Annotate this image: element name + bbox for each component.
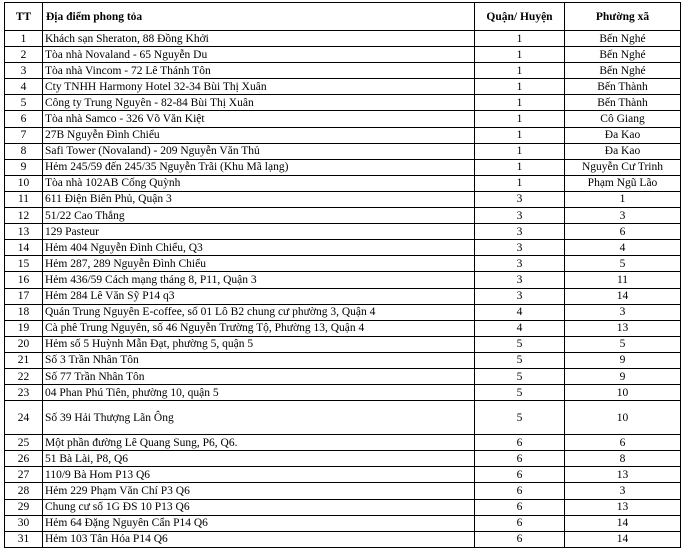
row-district-cell: 3 (475, 256, 565, 272)
row-location-cell: Cty TNHH Harmony Hotel 32-34 Bùi Thị Xuân (43, 79, 475, 95)
table-row (5, 435, 681, 451)
header-ward: Phường xã (565, 3, 681, 31)
row-location-cell: 51/22 Cao Thắng (43, 208, 475, 224)
row-ward-cell: Cô Giang (565, 111, 681, 127)
row-location-cell: Một phần đường Lê Quang Sung, P6, Q6. (43, 435, 475, 451)
table-row (5, 385, 681, 401)
row-location-cell: Công ty Trung Nguyên - 82-84 Bùi Thị Xuân (43, 95, 475, 111)
row-ward-cell: 13 (565, 499, 681, 515)
row-tt-cell: 20 (5, 336, 43, 352)
row-tt-cell: 13 (5, 224, 43, 240)
header-location: Địa điểm phong tỏa (43, 3, 475, 31)
row-district-cell: 3 (475, 240, 565, 256)
row-ward-cell: Bến Thành (565, 79, 681, 95)
row-location-cell: Hẻm 64 Đặng Nguyên Cẩn P14 Q6 (43, 515, 475, 531)
row-district-cell: 1 (475, 143, 565, 159)
row-location-cell: 611 Điện Biên Phủ, Quận 3 (43, 191, 475, 207)
row-district-cell: 3 (475, 208, 565, 224)
row-district-cell: 6 (475, 515, 565, 531)
row-location-cell: Số 3 Trần Nhân Tôn (43, 352, 475, 368)
row-tt-cell: 3 (5, 63, 43, 79)
row-location-cell: Tòa nhà Samco - 326 Võ Văn Kiệt (43, 111, 475, 127)
row-district-cell: 6 (475, 467, 565, 483)
row-tt-cell: 12 (5, 208, 43, 224)
row-ward-cell: 3 (565, 208, 681, 224)
row-tt-cell: 18 (5, 304, 43, 320)
row-ward-cell: 5 (565, 256, 681, 272)
row-district-cell: 6 (475, 435, 565, 451)
table-row (5, 368, 681, 384)
row-location-cell: Hẻm số 5 Huỳnh Mẫn Đạt, phường 5, quận 5 (43, 336, 475, 352)
header-district: Quận/ Huyện (475, 3, 565, 31)
row-district-cell: 3 (475, 272, 565, 288)
row-location-cell: 129 Pasteur (43, 224, 475, 240)
row-tt-cell: 9 (5, 159, 43, 175)
row-ward-cell: Bến Nghé (565, 31, 681, 47)
row-location-cell: Hẻm 287, 289 Nguyễn Đình Chiểu (43, 256, 475, 272)
row-ward-cell: 10 (565, 385, 681, 401)
row-location-cell: Quán Trung Nguyên E-coffee, số 01 Lô B2 chung cư phường 3, Quận 4 (43, 304, 475, 320)
row-location-cell: Tòa nhà 102AB Cống Quỳnh (43, 175, 475, 191)
table-row (5, 256, 681, 272)
row-tt-cell: 5 (5, 95, 43, 111)
row-tt-cell: 15 (5, 256, 43, 272)
row-location-cell: Cà phê Trung Nguyên, số 46 Nguyễn Trường Tộ, Phường 13, Quận 4 (43, 320, 475, 336)
header-tt: TT (5, 3, 43, 31)
row-ward-cell: 14 (565, 288, 681, 304)
row-location-cell: Hẻm 103 Tân Hóa P14 Q6 (43, 531, 475, 547)
row-tt-cell: 22 (5, 368, 43, 384)
row-district-cell: 1 (475, 31, 565, 47)
row-location-cell: 110/9 Bà Hom P13 Q6 (43, 467, 475, 483)
row-tt-cell: 27 (5, 467, 43, 483)
row-district-cell: 1 (475, 63, 565, 79)
row-tt-cell: 29 (5, 499, 43, 515)
table-body (5, 31, 681, 548)
table-row (5, 63, 681, 79)
row-district-cell: 5 (475, 385, 565, 401)
row-tt-cell: 10 (5, 175, 43, 191)
row-ward-cell: 5 (565, 336, 681, 352)
table-row (5, 224, 681, 240)
table-row (5, 467, 681, 483)
row-district-cell: 1 (475, 159, 565, 175)
row-district-cell: 3 (475, 288, 565, 304)
row-district-cell: 1 (475, 127, 565, 143)
table-row (5, 288, 681, 304)
row-ward-cell: Bến Nghé (565, 63, 681, 79)
row-district-cell: 1 (475, 47, 565, 63)
table-row (5, 499, 681, 515)
table-row (5, 304, 681, 320)
row-tt-cell: 24 (5, 401, 43, 435)
row-tt-cell: 26 (5, 451, 43, 467)
row-tt-cell: 7 (5, 127, 43, 143)
row-ward-cell: 3 (565, 483, 681, 499)
row-ward-cell: 4 (565, 240, 681, 256)
row-ward-cell: 9 (565, 368, 681, 384)
row-district-cell: 6 (475, 531, 565, 547)
row-location-cell: Tòa nhà Vincom - 72 Lê Thánh Tôn (43, 63, 475, 79)
row-district-cell: 1 (475, 79, 565, 95)
row-tt-cell: 31 (5, 531, 43, 547)
row-district-cell: 5 (475, 401, 565, 435)
lockdown-locations-table (4, 2, 681, 548)
table-row (5, 111, 681, 127)
row-tt-cell: 1 (5, 31, 43, 47)
row-ward-cell: Bến Nghé (565, 47, 681, 63)
table-row (5, 515, 681, 531)
row-location-cell: Chung cư số 1G ĐS 10 P13 Q6 (43, 499, 475, 515)
row-tt-cell: 4 (5, 79, 43, 95)
row-ward-cell: 3 (565, 304, 681, 320)
row-district-cell: 3 (475, 224, 565, 240)
row-location-cell: Hẻm 284 Lê Văn Sỹ P14 q3 (43, 288, 475, 304)
row-tt-cell: 17 (5, 288, 43, 304)
row-ward-cell: 10 (565, 401, 681, 435)
row-location-cell: Hẻm 229 Phạm Văn Chí P3 Q6 (43, 483, 475, 499)
table-row (5, 531, 681, 547)
row-tt-cell: 11 (5, 191, 43, 207)
table-row (5, 95, 681, 111)
table-row (5, 175, 681, 191)
table-row (5, 483, 681, 499)
row-ward-cell: 6 (565, 435, 681, 451)
row-ward-cell: 13 (565, 467, 681, 483)
row-ward-cell: 14 (565, 515, 681, 531)
row-tt-cell: 8 (5, 143, 43, 159)
row-location-cell: Tòa nhà Novaland - 65 Nguyễn Du (43, 47, 475, 63)
row-location-cell: Số 39 Hải Thượng Lãn Ông (43, 401, 475, 435)
row-tt-cell: 19 (5, 320, 43, 336)
row-location-cell: Safi Tower (Novaland) - 209 Nguyễn Văn Thủ (43, 143, 475, 159)
table-row (5, 352, 681, 368)
row-district-cell: 3 (475, 191, 565, 207)
row-location-cell: Hẻm 245/59 đến 245/35 Nguyễn Trãi (Khu Mã lạng) (43, 159, 475, 175)
row-district-cell: 6 (475, 483, 565, 499)
row-district-cell: 6 (475, 499, 565, 515)
row-district-cell: 1 (475, 111, 565, 127)
table-row (5, 336, 681, 352)
table-row (5, 79, 681, 95)
row-location-cell: 51 Bà Lài, P8, Q6 (43, 451, 475, 467)
table-row (5, 272, 681, 288)
table-row (5, 159, 681, 175)
row-location-cell: 04 Phan Phú Tiên, phường 10, quận 5 (43, 385, 475, 401)
row-tt-cell: 28 (5, 483, 43, 499)
table-row (5, 320, 681, 336)
row-ward-cell: Phạm Ngũ Lão (565, 175, 681, 191)
row-location-cell: Số 77 Trần Nhân Tôn (43, 368, 475, 384)
table-row (5, 127, 681, 143)
table-row (5, 401, 681, 435)
row-district-cell: 5 (475, 352, 565, 368)
row-ward-cell: 11 (565, 272, 681, 288)
table-row (5, 208, 681, 224)
row-district-cell: 1 (475, 175, 565, 191)
row-ward-cell: Đa Kao (565, 143, 681, 159)
row-location-cell: Hẻm 436/59 Cách mạng tháng 8, P11, Quận 3 (43, 272, 475, 288)
row-ward-cell: 9 (565, 352, 681, 368)
row-location-cell: Hẻm 404 Nguyễn Đình Chiểu, Q3 (43, 240, 475, 256)
row-district-cell: 6 (475, 451, 565, 467)
row-district-cell: 5 (475, 336, 565, 352)
table-row (5, 31, 681, 47)
table-row (5, 143, 681, 159)
row-ward-cell: 1 (565, 191, 681, 207)
row-tt-cell: 14 (5, 240, 43, 256)
row-tt-cell: 23 (5, 385, 43, 401)
row-tt-cell: 2 (5, 47, 43, 63)
row-ward-cell: 8 (565, 451, 681, 467)
row-tt-cell: 6 (5, 111, 43, 127)
row-ward-cell: 6 (565, 224, 681, 240)
row-district-cell: 4 (475, 320, 565, 336)
row-district-cell: 1 (475, 95, 565, 111)
table-row (5, 451, 681, 467)
row-ward-cell: 13 (565, 320, 681, 336)
row-ward-cell: Nguyễn Cư Trinh (565, 159, 681, 175)
table-row (5, 47, 681, 63)
row-tt-cell: 25 (5, 435, 43, 451)
row-tt-cell: 16 (5, 272, 43, 288)
row-tt-cell: 21 (5, 352, 43, 368)
table-row (5, 240, 681, 256)
row-district-cell: 5 (475, 368, 565, 384)
row-ward-cell: 14 (565, 531, 681, 547)
row-location-cell: Khách sạn Sheraton, 88 Đồng Khởi (43, 31, 475, 47)
row-tt-cell: 30 (5, 515, 43, 531)
table-row (5, 191, 681, 207)
header-row (5, 3, 681, 31)
row-location-cell: 27B Nguyễn Đình Chiểu (43, 127, 475, 143)
row-ward-cell: Bến Thành (565, 95, 681, 111)
row-ward-cell: Đa Kao (565, 127, 681, 143)
row-district-cell: 4 (475, 304, 565, 320)
